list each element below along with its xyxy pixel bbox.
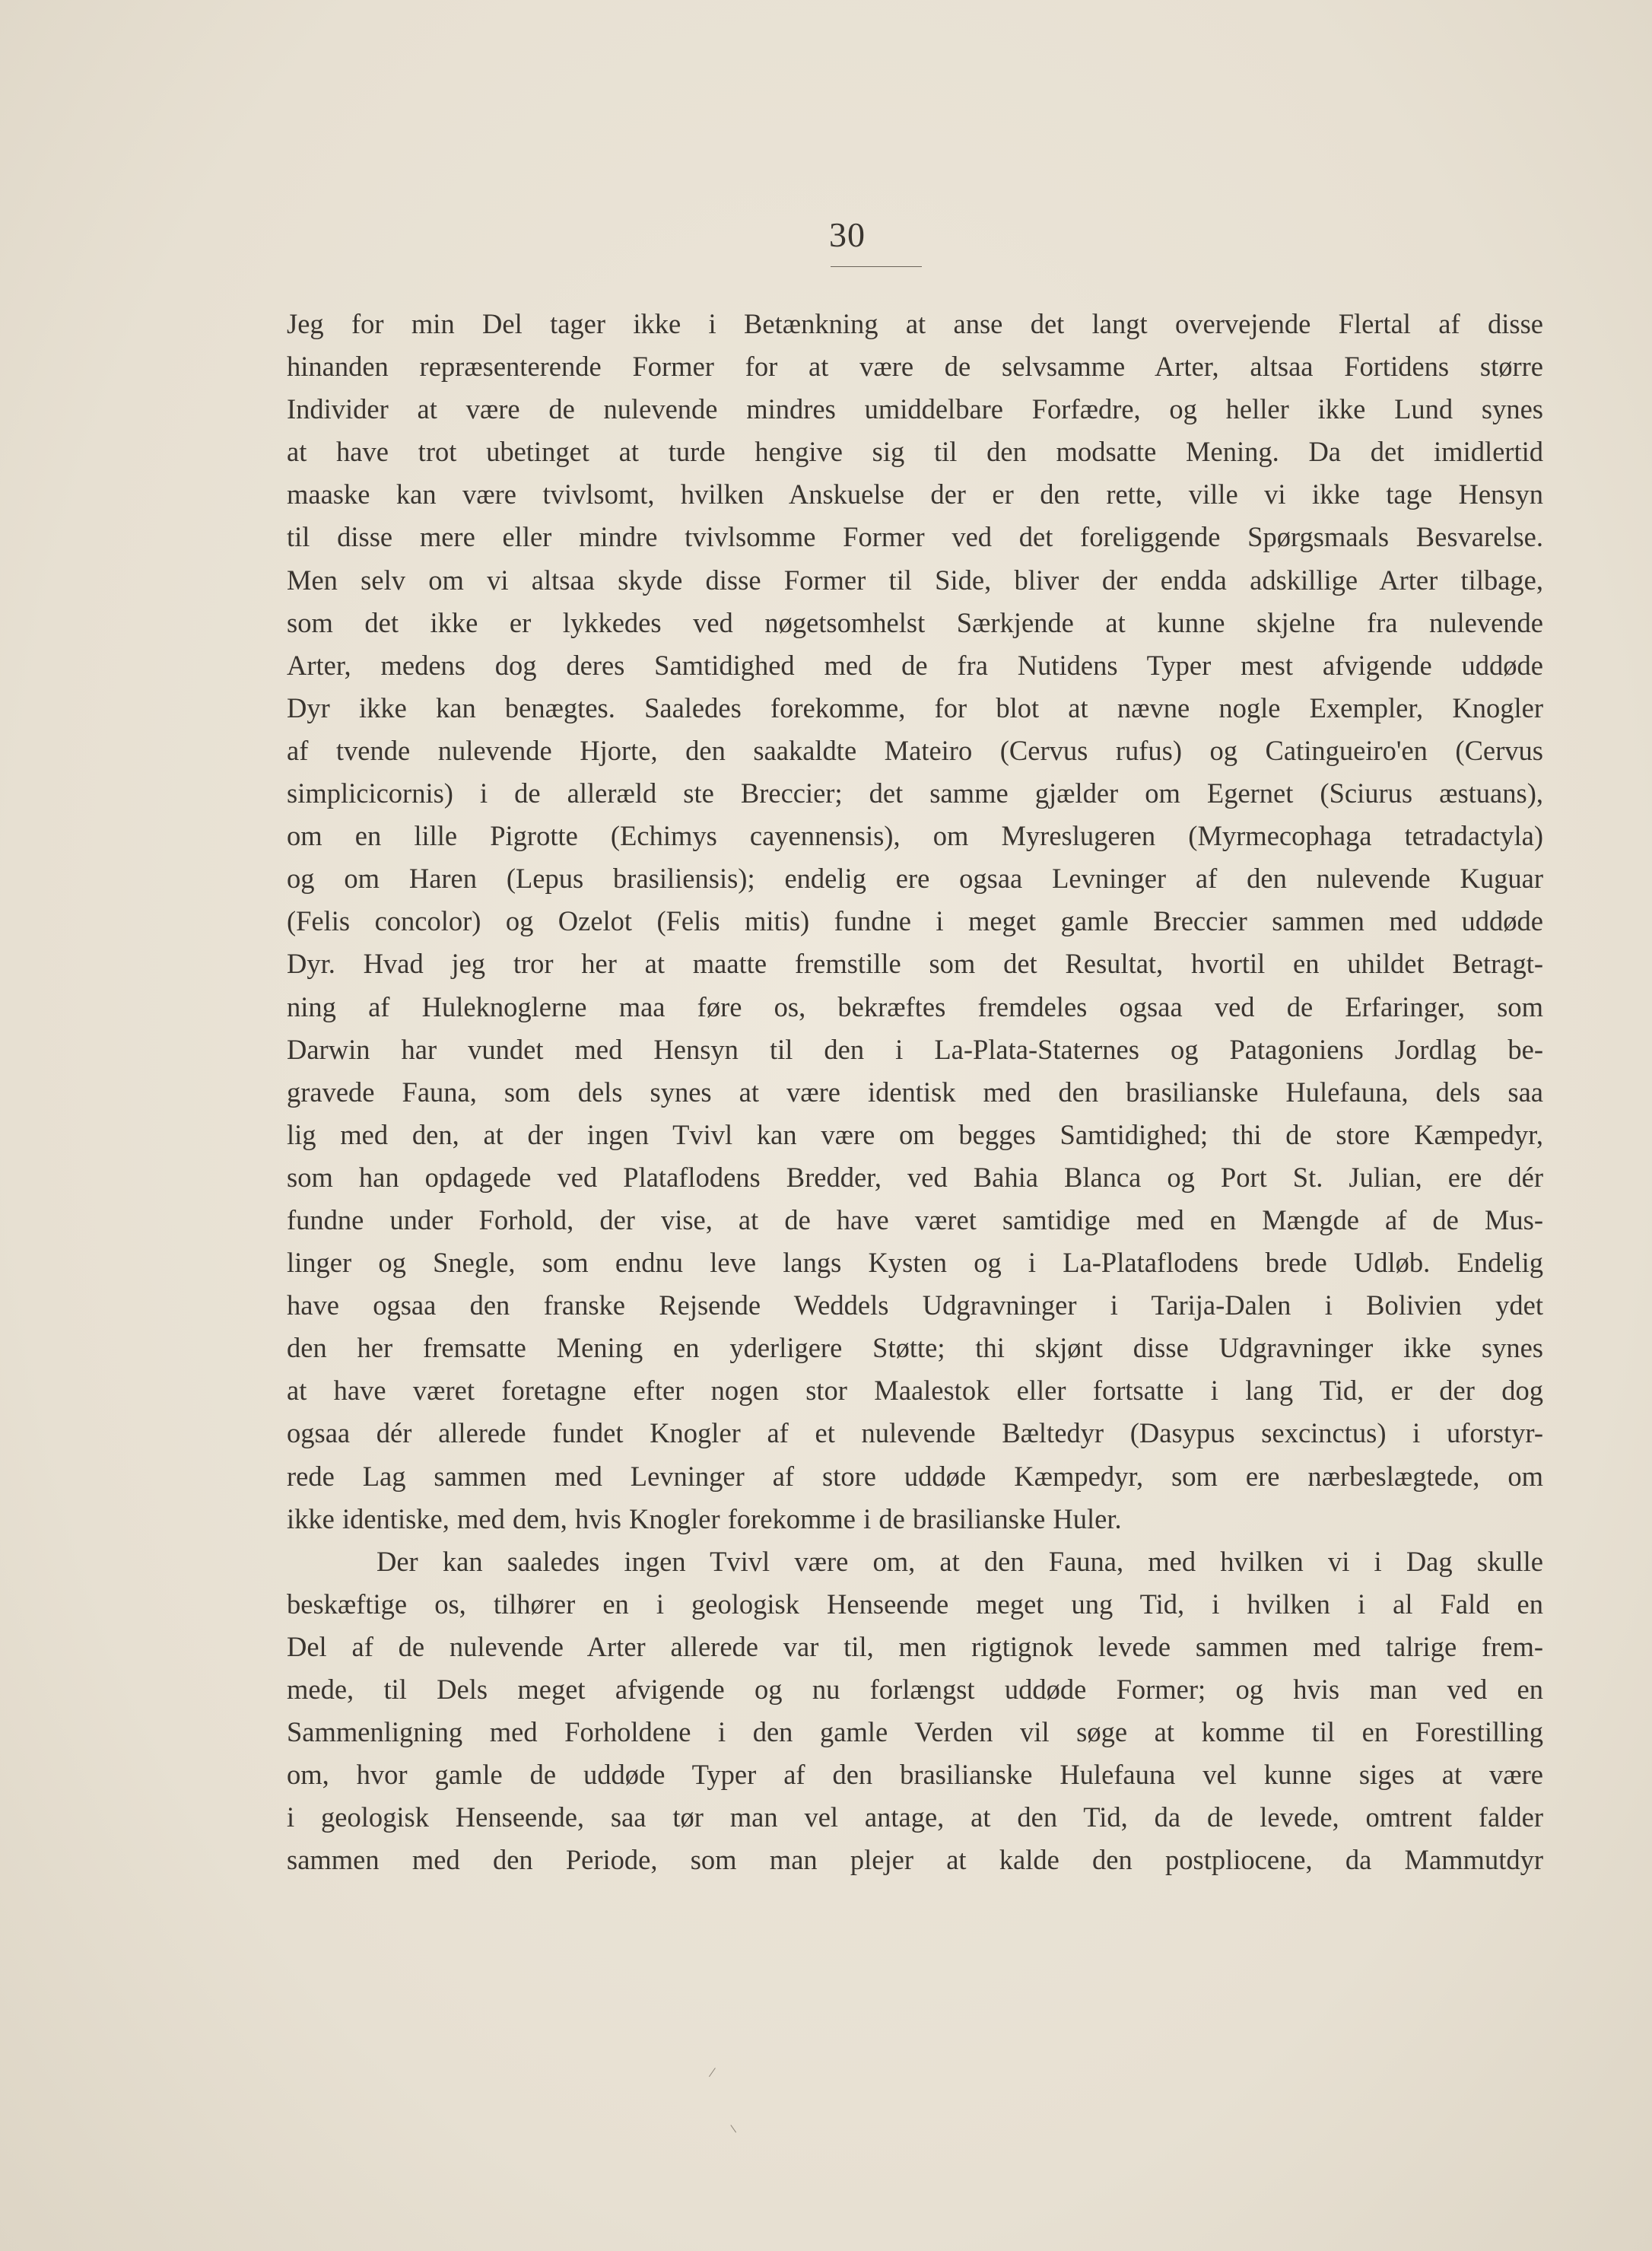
text-line: linger og Snegle, som endnu leve langs Kysten og i La-Plataflodens brede Udløb. Endelig: [287, 1247, 1543, 1279]
text-line: sammen med den Periode, som man plejer at kalde den postpliocene, da Mammutdyr: [287, 1844, 1543, 1876]
text-line: hinanden repræsenterende Former for at være de selvsamme Arter, altsaa Fortidens større: [287, 351, 1543, 383]
text-line: af tvende nulevende Hjorte, den saakaldte Mateiro (Cervus rufus) og Catingueiro'en (Cervus: [287, 734, 1543, 766]
text-line: Del af de nulevende Arter allerede var til, men rigtignok levede sammen med talrige frem-: [287, 1630, 1543, 1662]
text-line: som han opdagede ved Plataflodens Bredder, ved Bahia Blanca og Port St. Julian, ere dér: [287, 1161, 1543, 1193]
text-line: Men selv om vi altsaa skyde disse Former til Side, bliver der endda adskillige Arter tilbage,: [287, 564, 1543, 596]
text-line: Jeg for min Del tager ikke i Betænkning at anse det langt overvejende Flertal af disse: [287, 308, 1543, 339]
text-line: om en lille Pigrotte (Echimys cayennensis), om Myreslugeren (Myrmecophaga tetradactyla): [287, 820, 1543, 852]
text-line: i geologisk Henseende, saa tør man vel antage, at den Tid, da de levede, omtrent falder: [287, 1801, 1543, 1833]
text-line: Arter, medens dog deres Samtidighed med de fra Nutidens Typer mest afvigende uddøde: [287, 649, 1543, 681]
text-line: ikke identiske, med dem, hvis Knogler forekomme i de brasilianske Huler.: [287, 1502, 1122, 1534]
text-line: Dyr ikke kan benægtes. Saaledes forekomme, for blot at nævne nogle Exempler, Knogler: [287, 692, 1543, 723]
text-line: lig med den, at der ingen Tvivl kan være om begges Samtidighed; thi de store Kæmpedyr,: [287, 1118, 1543, 1150]
text-line: maaske kan være tvivlsomt, hvilken Anskuelse der er den rette, ville vi ikke tage Hensyn: [287, 478, 1543, 510]
page-number: 30: [829, 215, 866, 254]
text-line: ogsaa dér allerede fundet Knogler af et nulevende Bæltedyr (Dasypus sexcinctus) i uforstyr-: [287, 1417, 1543, 1449]
page-number-rule: [831, 266, 922, 267]
body-text: [287, 303, 1543, 1881]
text-line: den her fremsatte Mening en yderligere Støtte; thi skjønt disse Udgravninger ikke synes: [287, 1332, 1543, 1364]
text-line: simplicicornis) i de alleræld ste Breccier; det samme gjælder om Egernet (Sciurus æstuans),: [287, 777, 1543, 809]
stray-mark: [709, 2068, 722, 2081]
text-line: (Felis concolor) og Ozelot (Felis mitis) fundne i meget gamle Breccier sammen med uddøde: [287, 905, 1543, 937]
text-line: gravede Fauna, som dels synes at være identisk med den brasilianske Hulefauna, dels saa: [287, 1076, 1543, 1108]
text-line: til disse mere eller mindre tvivlsomme Former ved det foreliggende Spørgsmaals Besvarelse.: [287, 521, 1543, 553]
text-line: Darwin har vundet med Hensyn til den i La-Plata-Staternes og Patagoniens Jordlag be-: [287, 1033, 1543, 1065]
text-line: som det ikke er lykkedes ved nøgetsomhelst Særkjende at kunne skjelne fra nulevende: [287, 606, 1543, 638]
text-line: beskæftige os, tilhører en i geologisk Henseende meget ung Tid, i hvilken i al Fald en: [287, 1588, 1543, 1620]
stray-mark: [730, 2122, 741, 2133]
text-line: mede, til Dels meget afvigende og nu forlængst uddøde Former; og hvis man ved en: [287, 1674, 1543, 1705]
text-line: have ogsaa den franske Rejsende Weddels Udgravninger i Tarija-Dalen i Bolivien ydet: [287, 1289, 1543, 1321]
text-line: at have trot ubetinget at turde hengive sig til den modsatte Mening. Da det imidlertid: [287, 436, 1543, 468]
text-line: Der kan saaledes ingen Tvivl være om, at den Fauna, med hvilken vi i Dag skulle: [376, 1545, 1543, 1577]
text-line: at have været foretagne efter nogen stor Maalestok eller fortsatte i lang Tid, er der dog: [287, 1375, 1543, 1407]
text-line: Dyr. Hvad jeg tror her at maatte fremstille som det Resultat, hvortil en uhildet Betragt-: [287, 948, 1543, 980]
text-line: om, hvor gamle de uddøde Typer af den brasilianske Hulefauna vel kunne siges at være: [287, 1759, 1543, 1791]
text-line: Sammenligning med Forholdene i den gamle Verden vil søge at komme til en Forestilling: [287, 1716, 1543, 1748]
text-line: og om Haren (Lepus brasiliensis); endelig ere ogsaa Levninger af den nulevende Kuguar: [287, 863, 1543, 895]
text-line: rede Lag sammen med Levninger af store uddøde Kæmpedyr, som ere nærbeslægtede, om: [287, 1460, 1543, 1492]
text-line: ning af Huleknoglerne maa føre os, bekræftes fremdeles ogsaa ved de Erfaringer, som: [287, 990, 1543, 1022]
text-line: fundne under Forhold, der vise, at de have været samtidige med en Mængde af de Mus-: [287, 1203, 1543, 1235]
text-line: Individer at være de nulevende mindres umiddelbare Forfædre, og heller ikke Lund synes: [287, 393, 1543, 425]
